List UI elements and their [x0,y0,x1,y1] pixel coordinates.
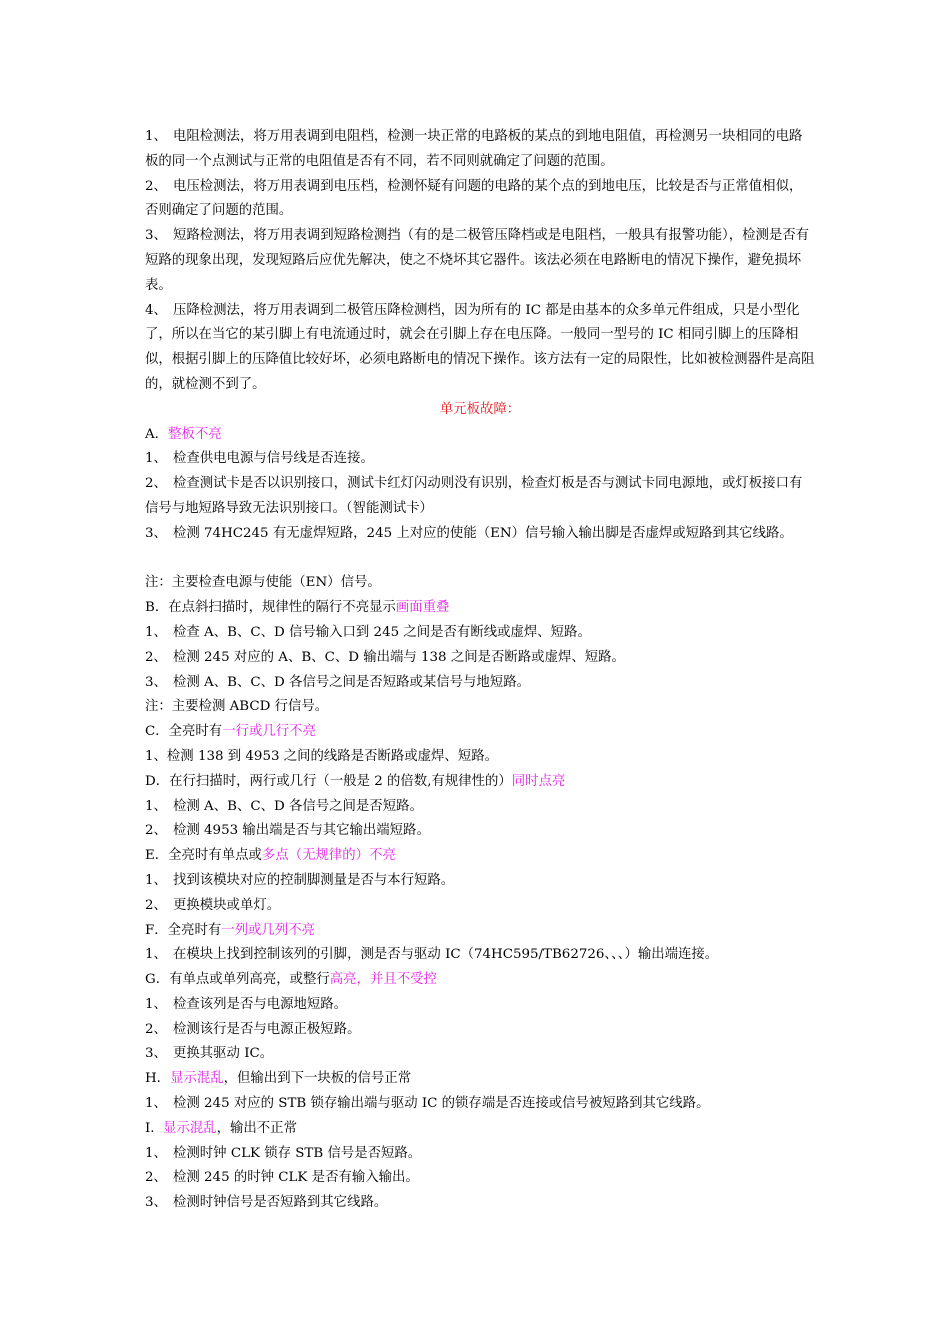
item-text: 检测 245 对应的 STB 锁存输出端与驱动 IC 的锁存端是否连接或信号被短路到其它线路。 [173,1096,710,1112]
heading-suffix: ，但输出到下一块板的信号正常 [223,1071,412,1087]
method-paragraph-4 [145,299,815,398]
heading-highlight: 显示混乱 [170,1071,224,1087]
heading-highlight: 一列或几列不亮 [221,922,315,938]
list-number: 1、 [145,798,167,814]
list-number: 3、 [145,525,167,541]
list-item [145,1018,815,1043]
list-number: 2、 [145,1170,167,1186]
heading-h [145,1067,815,1092]
heading-a [145,423,815,448]
item-text: 在模块上找到控制该列的引脚，测是否与驱动 IC（74HC595/TB62726、、、）输出端连接。 [173,947,719,963]
list-number: 3、 [145,228,167,244]
list-item [145,1142,815,1167]
list-number: 1、 [145,1096,167,1112]
list-item [145,522,815,547]
heading-suffix: ，输出不正常 [216,1120,297,1136]
item-text: 检测 245 对应的 A、B、C、D 输出端与 138 之间是否断路或虚焊、短路。 [173,649,625,665]
list-number: 2、 [145,178,167,194]
heading-highlight: 同时点亮 [511,773,566,789]
list-number: 1、 [145,872,167,888]
item-text: 检查 A、B、C、D 信号输入口到 245 之间是否有断线或虚焊、短路。 [173,624,591,640]
list-number: 1、 [145,624,167,640]
list-item [145,795,815,820]
list-item: 1、检测 138 到 4953 之间的线路是否断路或虚焊、短路。 [145,748,498,764]
method-paragraph-1 [145,125,815,175]
list-number: 2、 [145,476,167,492]
heading-highlight: 高亮，并且不受控 [329,972,437,988]
list-number: 3、 [145,1195,167,1211]
method-paragraph-3 [145,224,815,298]
item-text: 检测 A、B、C、D 各信号之间是否短路或某信号与地短路。 [173,674,530,690]
note-b: 注：主要检测 ABCD 行信号。 [145,699,329,715]
list-item [145,447,815,472]
heading-prefix: A． [145,426,169,442]
blank-line [145,547,815,572]
paragraph-text: 短路检测法，将万用表调到短路检测挡（有的是二极管压降档或是电阻档，一般具有报警功能），检测是否有短路的现象出现，发现短路后应优先解决，使之不烧坏其它器件。该法必须在电路断电的情况下操作，避免损坏表。 [145,228,810,293]
list-item [145,1166,815,1191]
list-item [145,894,815,919]
list-number: 2、 [145,897,167,913]
item-text: 检测 74HC245 有无虚焊短路，245 上对应的使能（EN）信号输入输出脚是否虚焊或短路到其它线路。 [173,525,793,541]
list-number: 1、 [145,1145,167,1161]
list-number: 2、 [145,649,167,665]
list-number: 2、 [145,1021,167,1037]
paragraph-text: 电压检测法，将万用表调到电压档，检测怀疑有问题的电路的某个点的到地电压，比较是否与正常值相似，否则确定了问题的范围。 [145,178,803,219]
heading-c [145,720,815,745]
heading-highlight: 画面重叠 [395,600,450,616]
item-text: 检测 A、B、C、D 各信号之间是否短路。 [173,798,423,814]
item-text: 更换其驱动 IC。 [173,1046,274,1062]
list-item [145,869,815,894]
item-text: 检测时钟 CLK 锁存 STB 信号是否短路。 [173,1145,422,1161]
list-item [145,819,815,844]
note-a: 注：主要检查电源与使能（EN）信号。 [145,575,381,591]
item-text: 检查供电电源与信号线是否连接。 [173,451,374,467]
heading-prefix: H． [145,1071,171,1087]
list-item [145,646,815,671]
list-number: 1、 [145,129,167,144]
list-number: 4、 [145,302,167,318]
heading-prefix: C．全亮时有 [145,724,223,740]
heading-g [145,968,815,993]
item-text: 检测时钟信号是否短路到其它线路。 [173,1195,388,1211]
heading-highlight: 整板不亮 [168,426,222,442]
item-text: 检测 4953 输出端是否与其它输出端短路。 [173,823,430,839]
list-number: 2、 [145,823,167,839]
item-text: 找到该模块对应的控制脚测量是否与本行短路。 [173,872,455,888]
heading-prefix: F．全亮时有 [145,922,222,938]
heading-prefix: G．有单点或单列高亮，或整行 [145,972,330,988]
list-number: 3、 [145,1046,167,1062]
list-item [145,943,815,968]
list-item [145,1042,815,1067]
item-text: 检查测试卡是否以识别接口，测试卡红灯闪动则没有识别，检查灯板是否与测试卡同电源地，或灯板接口有信号与地短路导致无法识别接口。（智能测试卡） [145,476,803,516]
item-text: 检测该行是否与电源正极短路。 [173,1021,361,1037]
paragraph-text: 压降检测法，将万用表调到二极管压降检测档，因为所有的 IC 都是由基本的众多单元件组成，只是小型化了，所以在当它的某引脚上有电流通过时，就会在引脚上存在电压降。一般同一型号的 IC 相同引脚上的压降相似，根据引脚上的压降值比较好坏，必须电路断电的情况下操作。该方法有一定的局限性，比如被检测器件是高阻的，就检测不到了。 [145,302,815,392]
heading-d [145,770,815,795]
heading-f [145,919,815,944]
list-item [145,1191,815,1216]
list-item [145,993,815,1018]
method-paragraph-2 [145,175,815,225]
section-title: 单元板故障： [439,401,521,417]
heading-highlight: 显示混乱 [163,1120,217,1136]
list-number: 1、 [145,996,167,1012]
paragraph-text: 电阻检测法，将万用表调到电阻档，检测一块正常的电路板的某点的到地电阻值，再检测另一块相同的电路板的同一个点测试与正常的电阻值是否有不同，若不同则就确定了问题的范围。 [145,129,803,169]
list-item [145,671,815,696]
list-item [145,1092,815,1117]
list-item [145,472,815,522]
item-text: 更换模块或单灯。 [173,897,281,913]
list-number: 3、 [145,674,167,690]
heading-i [145,1117,815,1142]
heading-highlight: 一行或几行不亮 [222,724,316,740]
heading-prefix: D．在行扫描时，两行或几行（一般是 2 的倍数,有规律性的） [145,773,512,789]
list-item [145,621,815,646]
heading-e [145,844,815,869]
heading-prefix: E．全亮时有单点或 [145,848,262,864]
heading-prefix: B．在点斜扫描时，规律性的隔行不亮显示 [145,600,396,616]
document-body [145,125,815,1216]
item-text: 检测 245 的时钟 CLK 是否有输入输出。 [173,1170,419,1186]
list-number: 1、 [145,451,167,467]
heading-prefix: I. [145,1120,164,1136]
item-text: 检查该列是否与电源地短路。 [173,996,348,1012]
heading-highlight: 多点（无规律的）不亮 [261,848,396,864]
list-number: 1、 [145,947,167,963]
heading-b [145,596,815,621]
